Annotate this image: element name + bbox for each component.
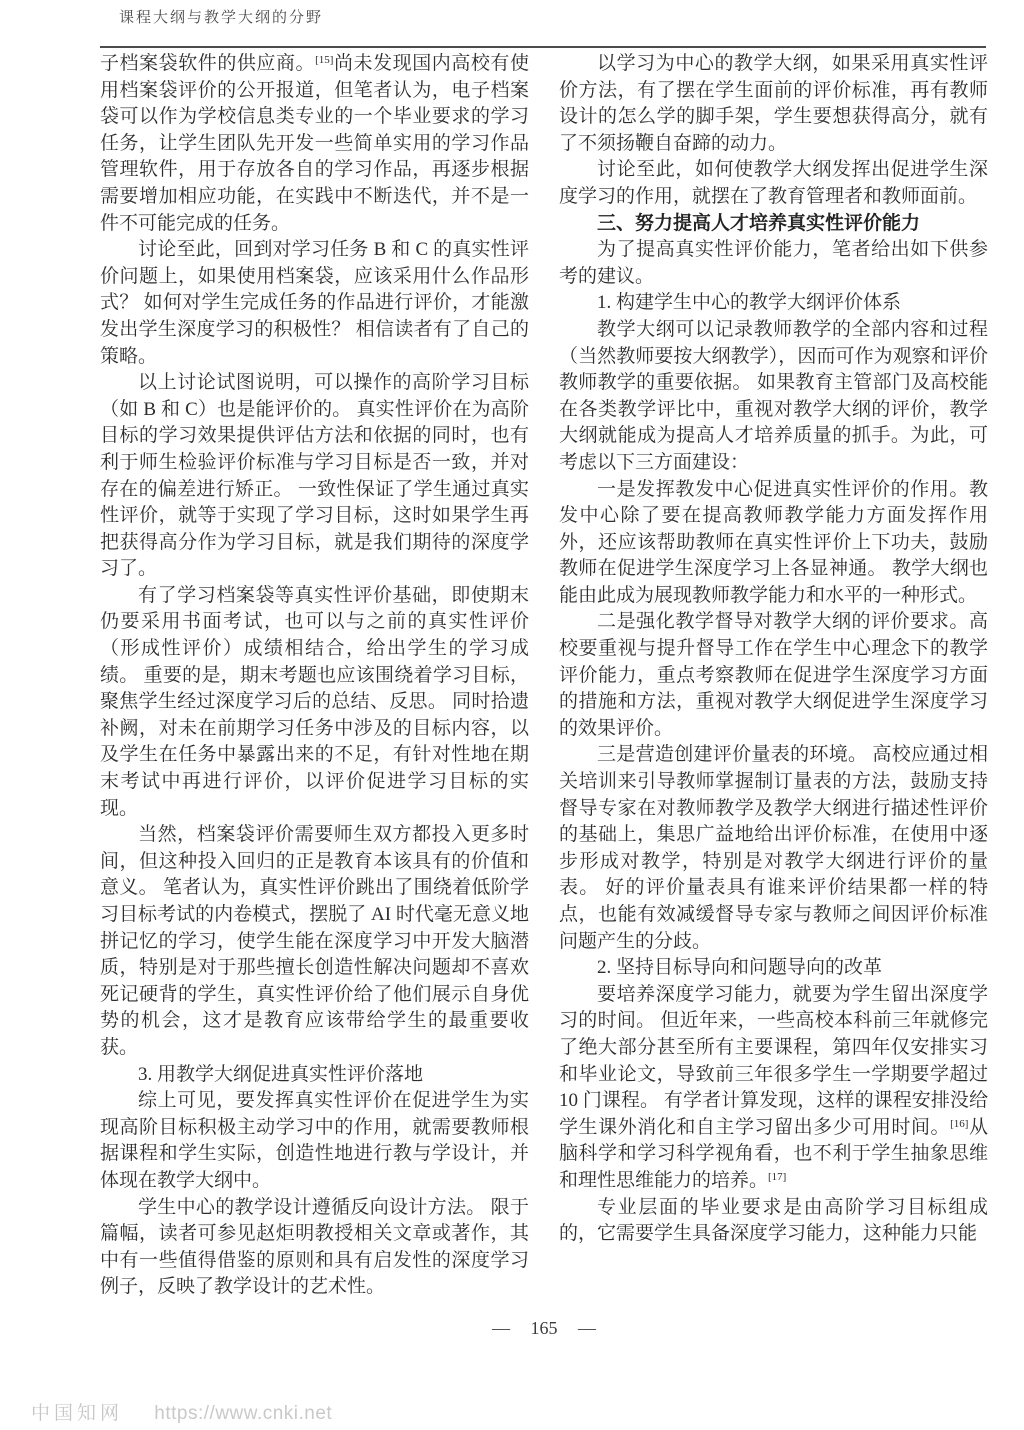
section-heading: 三、努力提高人才培养真实性评价能力 [597,212,921,234]
section-heading: 3. 用教学大纲促进真实性评价落地 [138,1063,424,1085]
page-number: — 165 — [492,1318,596,1338]
paragraph: 以学习为中心的教学大纲，如果采用真实性评价方法，有了摆在学生面前的评价标准，再有教师设计的怎么学的脚手架，学生要想获得高分，就有了不须扬鞭自奋蹄的动力。 [559,53,988,154]
paragraph: 子档案袋软件的供应商。[15]尚未发现国内高校有使用档案袋评价的公开报道，但笔者认为，电子档案袋可以作为学校信息类专业的一个毕业要求的学习任务，让学生团队先开发一些简单实用的学习作品管理软件，用于存放各自的学习作品，再逐步根据需要增加相应功能，在实践中不断迭代，并不是一件不可能完成的任务。 [100,53,529,234]
paragraph: 综上可见，要发挥真实性评价在促进学生为实现高阶目标积极主动学习中的作用，就需要教师根据课程和学生实际，创造性地进行教与学设计，并体现在教学大纲中。 [100,1090,529,1191]
citation-marker: [15] [315,54,334,66]
paragraph: 学生中心的教学设计遵循反向设计方法。 限于篇幅，读者可参见赵炬明教授相关文章或著作，其中有一些值得借鉴的原则和具有启发性的深度学习例子，反映了教学设计的艺术性。 [100,1196,529,1298]
right-column [559,51,988,1301]
paragraph: 一是发挥教发中心促进真实性评价的作用。教发中心除了要在提高教师教学能力方面发挥作用外，还应该帮助教师在真实性评价上下功夫，鼓励教师在促进学生深度学习上各显神通。 教学大纲也能由此成为展现教师教学能力和水平的一种形式。 [559,478,988,606]
article-body [100,51,988,1301]
citation-marker: [16] [950,1117,969,1130]
paragraph: 教学大纲可以记录教师教学的全部内容和过程（当然教师要按大纲教学），因而可作为观察和评价教师教学的重要依据。 如果教育主管部门及高校能在各类教学评比中，重视对教学大纲的评价，教学大纲就能成为提高人才培养质量的抓手。为此，可考虑以下三方面建设： [559,318,988,473]
paragraph: 三是营造创建评价量表的环境。 高校应通过相关培训来引导教师掌握制订量表的方法，鼓励支持督导专家在对教师教学及教学大纲进行描述性评价的基础上，集思广益地给出评价标准，在使用中逐步形成对教学，特别是对教学大纲进行评价的量表。 好的评价量表具有谁来评价结果都一样的特点，也能有效减缓督导专家与教师之间因评价标准问题产生的分歧。 [559,744,988,952]
watermark [31,1398,332,1425]
paragraph: 有了学习档案袋等真实性评价基础，即使期末仍要采用书面考试，也可以与之前的真实性评价（形成性评价）成绩相结合，给出学生的学习成绩。 重要的是，期末考题也应该围绕着学习目标，聚焦学生经过深度学习后的总结、反思。 同时拾遗补阙，对未在前期学习任务中涉及的目标内容，以及学生在任务中暴露出来的不足，有针对性地在期末考试中再进行评价，以评价促进学习目标的实现。 [100,584,529,819]
paragraph: 当然，档案袋评价需要师生双方都投入更多时间，但这种投入回归的正是教育本该具有的价值和意义。 笔者认为，真实性评价跳出了围绕着低阶学习目标考试的内卷模式，摆脱了 AI 时代毫无意义地拼记忆的学习，使学生能在深度学习中开发大脑潜质，特别是对于那些擅长创造性解决问题却不喜欢死记硬背的学生，真实性评价给了他们展示自身优势的机会，这才是教育应该带给学生的最重要收获。 [100,824,529,1058]
paragraph: 专业层面的毕业要求是由高阶学习目标组成的，它需要学生具备深度学习能力，这种能力只能 [559,1196,988,1245]
citation-marker: [17] [768,1170,787,1183]
section-heading: 1. 构建学生中心的教学大纲评价体系 [597,292,902,314]
paragraph: 要培养深度学习能力，就要为学生留出深度学习的时间。 但近年来，一些高校本科前三年就修完了绝大部分甚至所有主要课程，第四年仅安排实习和毕业论文，导致前三年很多学生一学期要学超过 10 门课程。 有学者计算发现，这样的课程安排没给学生课外消化和自主学习留出多少可用时间。[16]从脑科学和学习科学视角看，也不利于学生抽象思维和理性思维能力的培养。[17] [559,983,988,1191]
paragraph: 二是强化教学督导对教学大纲的评价要求。高校要重视与提升督导工作在学生中心理念下的教学评价能力，重点考察教师在促进学生深度学习方面的措施和方法，重视对教学大纲促进学生深度学习的效果评价。 [559,611,988,739]
watermark-brand: 中国知网 [31,1403,124,1424]
paragraph: 为了提高真实性评价能力，笔者给出如下供参考的建议。 [559,239,988,287]
paragraph: 讨论至此，回到对学习任务 B 和 C 的真实性评价问题上，如果使用档案袋，应该采用什么作品形式？ 如何对学生完成任务的作品进行评价，才能激发出学生深度学习的积极性？ 相信读者有了自己的策略。 [100,239,529,367]
header-rule [100,46,986,48]
section-heading: 2. 坚持目标导向和问题导向的改革 [597,957,883,979]
paragraph: 讨论至此，如何使教学大纲发挥出促进学生深度学习的作用，就摆在了教育管理者和教师面前。 [559,159,988,207]
paragraph: 以上讨论试图说明，可以操作的高阶学习目标（如 B 和 C）也是能评价的。 真实性评价在为高阶目标的学习效果提供评估方法和依据的同时，也有利于师生检验评价标准与学习目标是否一致，并对存在的偏差进行矫正。 一致性保证了学生通过真实性评价，就等于实现了学习目标，这时如果学生再把获得高分作为学习目标，就是我们期待的深度学习了。 [100,372,529,580]
watermark-url: https://www.cnki.net [154,1403,333,1424]
running-header-title: 课程大纲与教学大纲的分野 [119,10,324,26]
left-column [100,51,529,1301]
